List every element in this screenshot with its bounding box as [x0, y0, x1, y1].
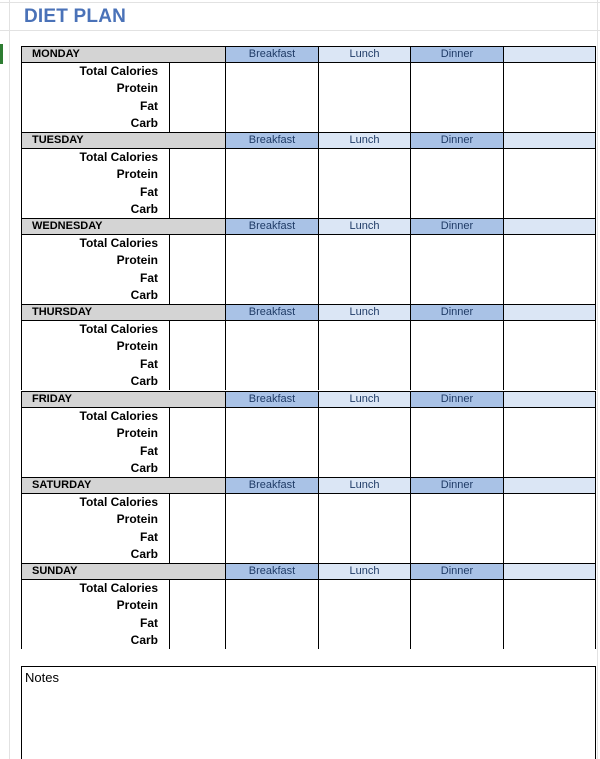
column-divider: [410, 321, 411, 390]
column-divider: [169, 149, 170, 218]
meal-header-cell[interactable]: Lunch: [318, 564, 410, 579]
column-divider: [410, 63, 411, 132]
meal-header-cell[interactable]: Lunch: [318, 478, 410, 493]
meal-header-cell[interactable]: [503, 564, 596, 579]
active-cell-marker: [0, 44, 3, 64]
metric-label: Protein: [116, 598, 158, 613]
column-divider: [21, 63, 22, 132]
day-name[interactable]: WEDNESDAY: [21, 219, 225, 234]
metric-label: Carb: [130, 201, 158, 216]
metric-label: Fat: [140, 529, 158, 544]
metric-label: Fat: [140, 615, 158, 630]
column-divider: [225, 235, 226, 304]
day-block: [21, 218, 596, 304]
column-divider: [225, 321, 226, 390]
metric-label: Carb: [130, 115, 158, 130]
column-divider: [595, 235, 596, 304]
column-divider: [169, 63, 170, 132]
meal-header-cell[interactable]: [503, 392, 596, 407]
metric-label: Total Calories: [79, 64, 158, 78]
column-divider: [225, 580, 226, 649]
column-divider: [410, 494, 411, 563]
metric-labels: [21, 235, 158, 304]
column-divider: [318, 580, 319, 649]
meal-header-cell[interactable]: Dinner: [410, 133, 503, 148]
metric-label: Total Calories: [79, 495, 158, 509]
metric-label: Protein: [116, 81, 158, 96]
meal-header-cell[interactable]: [503, 478, 596, 493]
metric-labels: [21, 408, 158, 477]
meal-header-cell[interactable]: Lunch: [318, 305, 410, 320]
meal-header-cell[interactable]: Breakfast: [225, 478, 318, 493]
column-divider: [318, 408, 319, 477]
column-divider: [410, 580, 411, 649]
day-header-row: [21, 477, 596, 494]
column-divider: [169, 494, 170, 563]
metric-label: Total Calories: [79, 322, 158, 336]
column-divider: [503, 494, 504, 563]
day-block: [21, 46, 596, 132]
day-name[interactable]: MONDAY: [21, 47, 225, 62]
day-name[interactable]: SATURDAY: [21, 478, 225, 493]
page-title: DIET PLAN: [24, 6, 127, 27]
day-block: [21, 132, 596, 218]
meal-header-cell[interactable]: [503, 47, 596, 62]
column-divider: [503, 149, 504, 218]
metric-labels: [21, 494, 158, 563]
day-name[interactable]: FRIDAY: [21, 392, 225, 407]
notes-label: Notes: [25, 670, 59, 685]
meal-header-cell[interactable]: Breakfast: [225, 564, 318, 579]
metric-label: Carb: [130, 287, 158, 302]
metric-labels: [21, 580, 158, 649]
metric-label: Fat: [140, 356, 158, 371]
column-divider: [503, 321, 504, 390]
metric-label: Carb: [130, 460, 158, 475]
metric-labels: [21, 63, 158, 132]
metric-labels: [21, 321, 158, 390]
meal-header-cell[interactable]: Breakfast: [225, 392, 318, 407]
column-divider: [21, 408, 22, 477]
column-divider: [318, 63, 319, 132]
day-block: [21, 391, 596, 477]
column-divider: [410, 408, 411, 477]
meal-header-cell[interactable]: Lunch: [318, 392, 410, 407]
meal-header-cell[interactable]: Breakfast: [225, 133, 318, 148]
column-divider: [595, 580, 596, 649]
day-header-row: [21, 304, 596, 321]
meal-header-cell[interactable]: Dinner: [410, 47, 503, 62]
meal-header-cell[interactable]: Dinner: [410, 564, 503, 579]
column-divider: [503, 408, 504, 477]
meal-header-cell[interactable]: [503, 305, 596, 320]
day-block: [21, 563, 596, 649]
column-divider: [318, 235, 319, 304]
column-divider: [21, 235, 22, 304]
day-header-row: [21, 218, 596, 235]
column-divider: [169, 235, 170, 304]
meal-header-cell[interactable]: Lunch: [318, 219, 410, 234]
meal-header-cell[interactable]: Lunch: [318, 47, 410, 62]
meal-header-cell[interactable]: Breakfast: [225, 47, 318, 62]
metric-label: Carb: [130, 632, 158, 647]
column-divider: [169, 321, 170, 390]
column-divider: [503, 580, 504, 649]
column-divider: [169, 408, 170, 477]
metric-label: Protein: [116, 512, 158, 527]
metric-label: Fat: [140, 270, 158, 285]
meal-header-cell[interactable]: Lunch: [318, 133, 410, 148]
day-header-row: [21, 46, 596, 63]
column-divider: [410, 235, 411, 304]
column-divider: [225, 408, 226, 477]
column-divider: [595, 408, 596, 477]
day-block: [21, 477, 596, 563]
metric-label: Protein: [116, 426, 158, 441]
column-divider: [595, 321, 596, 390]
column-divider: [225, 149, 226, 218]
metric-label: Fat: [140, 184, 158, 199]
metric-label: Carb: [130, 546, 158, 561]
column-divider: [21, 321, 22, 390]
metric-label: Protein: [116, 167, 158, 182]
column-divider: [318, 321, 319, 390]
metric-label: Protein: [116, 339, 158, 354]
metric-label: Total Calories: [79, 409, 158, 423]
metric-label: Total Calories: [79, 150, 158, 164]
notes-box[interactable]: [21, 666, 596, 759]
day-header-row: [21, 563, 596, 580]
metric-label: Fat: [140, 98, 158, 113]
day-block: [21, 304, 596, 390]
column-divider: [169, 580, 170, 649]
column-divider: [21, 149, 22, 218]
column-divider: [503, 235, 504, 304]
column-divider: [595, 494, 596, 563]
column-divider: [503, 63, 504, 132]
day-name[interactable]: TUESDAY: [21, 133, 225, 148]
day-name[interactable]: THURSDAY: [21, 305, 225, 320]
column-divider: [595, 149, 596, 218]
meal-header-cell[interactable]: [503, 133, 596, 148]
column-divider: [21, 580, 22, 649]
metric-label: Total Calories: [79, 236, 158, 250]
column-divider: [410, 149, 411, 218]
column-divider: [225, 63, 226, 132]
column-divider: [318, 494, 319, 563]
day-header-row: [21, 391, 596, 408]
column-divider: [318, 149, 319, 218]
meal-header-cell[interactable]: Dinner: [410, 392, 503, 407]
meal-header-cell[interactable]: Dinner: [410, 219, 503, 234]
column-divider: [595, 63, 596, 132]
metric-labels: [21, 149, 158, 218]
day-header-row: [21, 132, 596, 149]
meal-header-cell[interactable]: Dinner: [410, 478, 503, 493]
column-divider: [225, 494, 226, 563]
metric-label: Total Calories: [79, 581, 158, 595]
meal-header-cell[interactable]: [503, 219, 596, 234]
column-divider: [21, 494, 22, 563]
metric-label: Fat: [140, 443, 158, 458]
meal-header-cell[interactable]: Breakfast: [225, 219, 318, 234]
day-name[interactable]: SUNDAY: [21, 564, 225, 579]
meal-header-cell[interactable]: Dinner: [410, 305, 503, 320]
metric-label: Carb: [130, 373, 158, 388]
meal-header-cell[interactable]: Breakfast: [225, 305, 318, 320]
metric-label: Protein: [116, 253, 158, 268]
